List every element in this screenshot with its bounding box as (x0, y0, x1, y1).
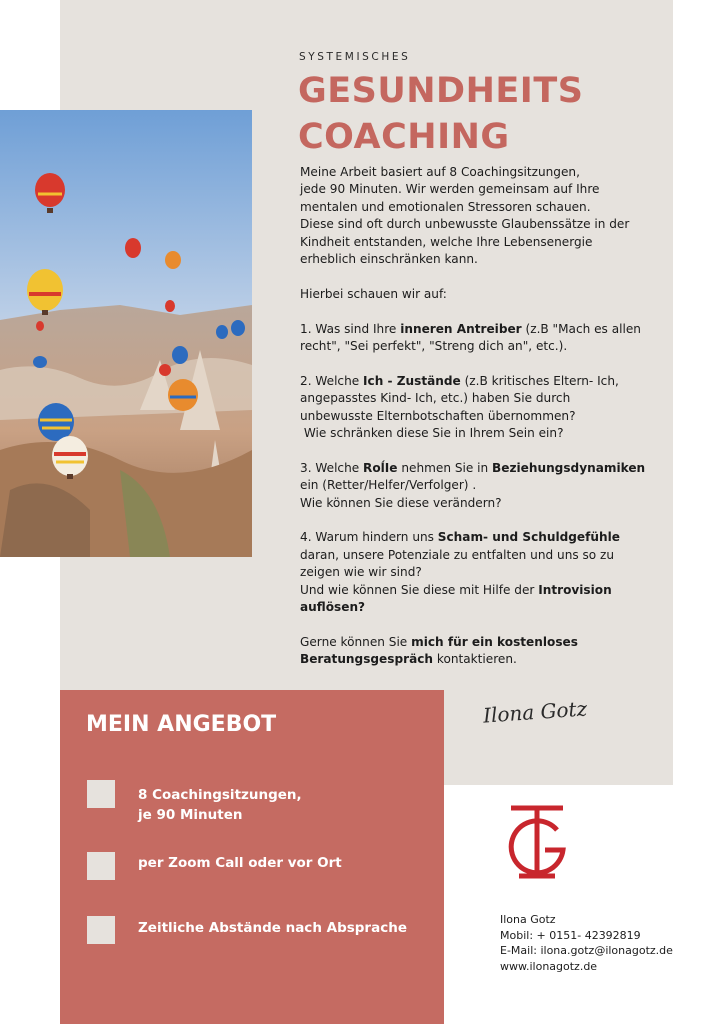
point-emphasis: Scham- und Schuldgefühle (437, 530, 620, 545)
contact-name: Ilona Gotz (500, 913, 556, 926)
balloon-small-6-icon (172, 346, 188, 364)
balloon-small-3-icon (165, 300, 175, 312)
body-text (300, 164, 650, 686)
contact-phone: Mobil: + 0151- 42392819 (500, 928, 641, 942)
closing-emphasis: Beratungsgespräch (300, 652, 434, 667)
point-text: angepasstes Kind- Ich, etc.) haben Sie durch (300, 391, 571, 406)
closing-paragraph (300, 634, 650, 669)
point-emphasis: auflösen? (300, 600, 366, 615)
point-text: unbewusste Elternbotschaften übernommen? (300, 408, 576, 423)
intro-line: Diese sind oft durch unbewusste Glaubenssätze in der (300, 217, 630, 232)
offer-item-3: Zeitliche Abstände nach Absprache (138, 920, 407, 936)
intro-line: jede 90 Minuten. Wir werden gemeinsam auf Ihre (300, 182, 600, 197)
balloon-orange-icon (168, 379, 198, 411)
point-text: Wie schränken diese Sie in Ihrem Sein ein? (300, 426, 564, 441)
point-text: ein (Retter/Helfer/Verfolger) . (300, 478, 477, 493)
point-emphasis: Ich - Zustände (363, 373, 461, 388)
offer-item-1 (138, 785, 302, 825)
intro-line: erheblich einschränken kann. (300, 252, 478, 267)
point-emphasis: inneren Antreiber (400, 321, 522, 336)
closing-text: Gerne können Sie (300, 634, 412, 649)
balloon-small-9-icon (159, 364, 171, 376)
offer-item-2: per Zoom Call oder vor Ort (138, 855, 342, 871)
checkbox-icon (87, 780, 115, 808)
checkbox-icon (87, 916, 115, 944)
point-emphasis: RoĺIe (363, 460, 398, 475)
hot-air-balloons-photo (0, 110, 252, 557)
point-text: nehmen Sie in (397, 460, 493, 475)
point-text: 2. Welche (300, 373, 364, 388)
offer-title: MEIN ANGEBOT (86, 712, 277, 737)
contact-block (500, 912, 673, 974)
ig-monogram-icon (497, 802, 577, 882)
point-text: 1. Was sind Ihre (300, 321, 401, 336)
checkbox-icon (87, 852, 115, 880)
point-text: recht", "Sei perfekt", "Streng dich an", etc.). (300, 339, 568, 354)
point-emphasis: Beziehungsdynamiken (492, 460, 646, 475)
offer-item-line: je 90 Minuten (138, 807, 243, 823)
balloon-small-1-icon (125, 238, 141, 258)
point-4 (300, 529, 650, 616)
eyebrow-text: SYSTEMISCHES (299, 51, 411, 63)
balloon-blue-yellow-icon (38, 403, 74, 441)
title-line-2: COACHING (298, 117, 510, 157)
balloon-small-2-icon (165, 251, 181, 269)
point-3 (300, 460, 650, 512)
offer-item-line: 8 Coachingsitzungen, (138, 787, 302, 803)
contact-email: E-Mail: ilona.gotz@ilonagotz.de (500, 944, 673, 957)
balloon-small-8-icon (36, 321, 44, 331)
point-text: Und wie können Sie diese mit Hilfe der (300, 582, 539, 597)
title-line-1: GESUNDHEITS (298, 71, 584, 111)
point-text: daran, unsere Potenziale zu entfalten und uns so zu (300, 547, 615, 562)
page-title (298, 68, 583, 160)
contact-website: www.ilonagotz.de (500, 959, 598, 973)
intro-line: Kindheit entstanden, welche Ihre Lebensenergie (300, 234, 593, 249)
intro-line: Meine Arbeit basiert auf 8 Coachingsitzungen, (300, 165, 580, 179)
point-text: Wie können Sie diese verändern? (300, 495, 502, 510)
point-1 (300, 321, 650, 356)
point-2 (300, 373, 650, 443)
point-emphasis: Introvision (538, 582, 612, 597)
closing-text: kontaktieren. (433, 652, 517, 667)
point-text: 3. Welche (300, 460, 364, 475)
point-text: (z.B "Mach es allen (521, 321, 641, 336)
closing-emphasis: mich für ein kostenloses (411, 634, 578, 649)
balloon-small-7-icon (33, 356, 47, 368)
intro-line: mentalen und emotionalen Stressoren schauen. (300, 199, 591, 214)
balloon-small-4-icon (231, 320, 245, 336)
point-text: zeigen wie wir sind? (300, 565, 422, 580)
lead-paragraph: Hierbei schauen wir auf: (300, 286, 447, 301)
point-text: (z.B kritisches Eltern- Ich, (460, 373, 619, 388)
signature: Ilona Gotz (482, 696, 588, 728)
point-text: 4. Warum hindern uns (300, 530, 438, 545)
intro-paragraph (300, 164, 650, 268)
offer-panel (60, 690, 444, 1024)
balloon-small-5-icon (216, 325, 228, 339)
